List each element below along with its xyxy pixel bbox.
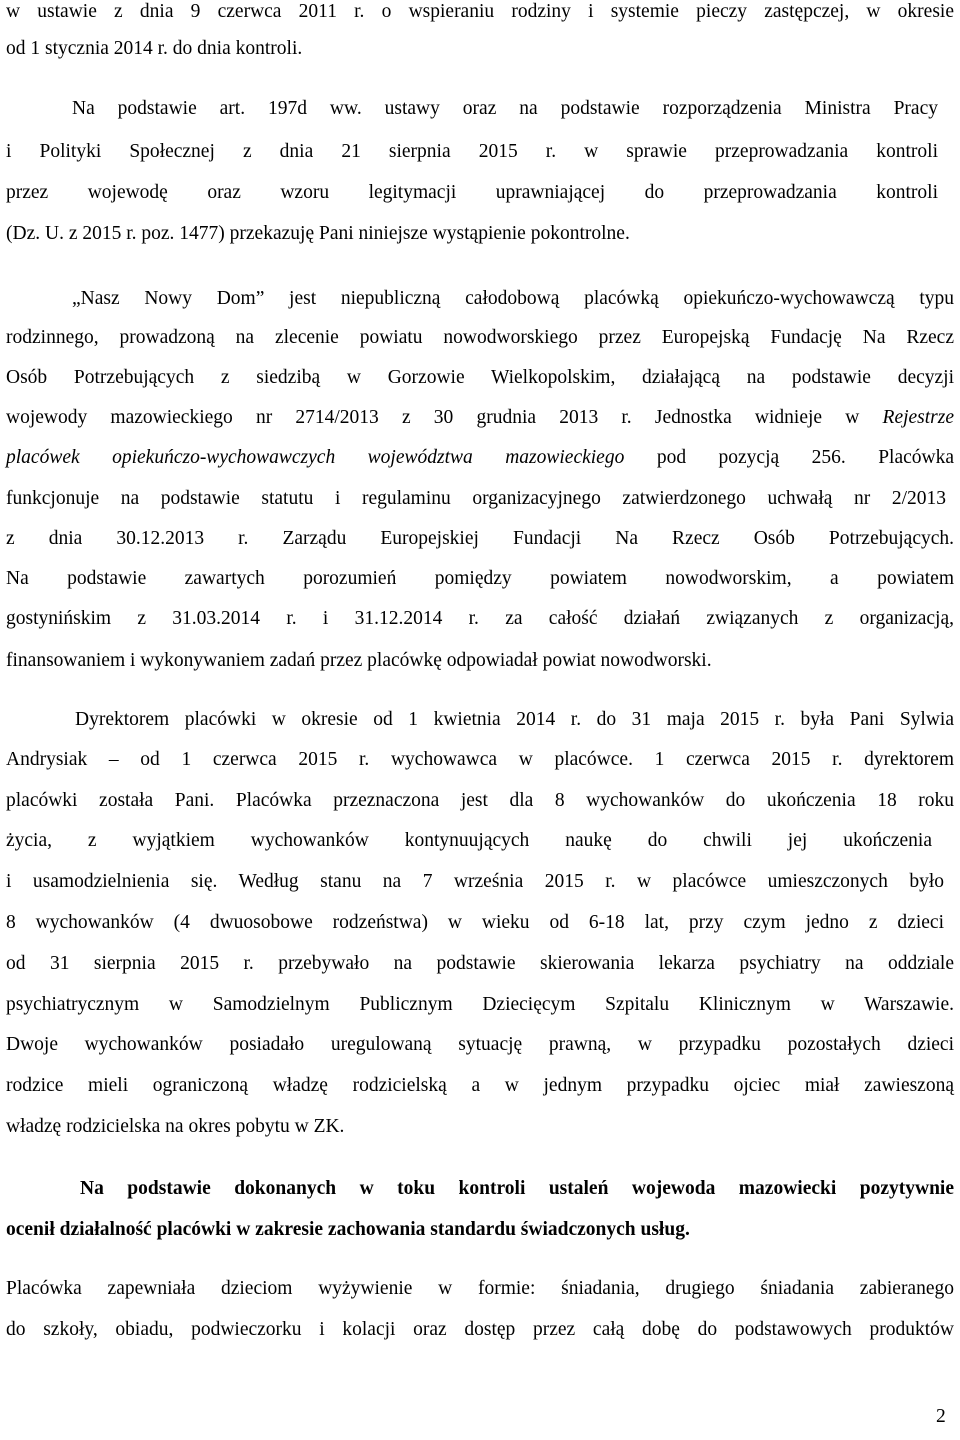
text-segment: pod pozycją 256. Placówka: [656, 447, 955, 468]
text-line: Osób Potrzebujących z siedzibą w Gorzowie Wielkopolskim, działającą na podstawie decyzji: [6, 367, 954, 388]
text-line: (Dz. U. z 2015 r. poz. 1477) przekazuję Pani niniejsze wystąpienie pokontrolne.: [6, 223, 630, 244]
text-line: od 1 stycznia 2014 r. do dnia kontroli.: [6, 38, 303, 59]
text-line: i Polityki Społecznej z dnia 21 sierpnia 2015 r. w sprawie przeprowadzania kontroli: [6, 141, 938, 162]
text-line: „Nasz Nowy Dom” jest niepubliczną całodobową placówką opiekuńczo-wychowawczą typu: [72, 288, 954, 309]
text-line: rodzice mieli ograniczoną władzę rodzicielską a w jednym przypadku ojciec miał zawieszoną: [6, 1075, 954, 1096]
text-line: gostynińskim z 31.03.2014 r. i 31.12.2014 r. za całość działań związanych z organizacją,: [6, 608, 954, 629]
text-line: 8 wychowanków (4 dwuosobowe rodzeństwa) w wieku od 6-18 lat, przy czym jedno z dzieci: [6, 912, 944, 933]
text-line: i usamodzielnienia się. Według stanu na 7 września 2015 r. w placówce umieszczonych było: [6, 871, 944, 892]
text-line: rodzinnego, prowadzoną na zlecenie powiatu nowodworskiego przez Europejską Fundację Na Rzecz: [6, 327, 954, 348]
text-line: od 31 sierpnia 2015 r. przebywało na podstawie skierowania lekarza psychiatry na oddziale: [6, 953, 954, 974]
text-line: [6, 406, 954, 430]
text-segment: wojewody mazowieckiego nr 2714/2013 z 30 grudnia 2013 r. Jednostka widnieje w: [6, 407, 860, 428]
text-line: Na podstawie art. 197d ww. ustawy oraz na podstawie rozporządzenia Ministra Pracy: [72, 98, 938, 119]
text-line: z dnia 30.12.2013 r. Zarządu Europejskiej Fundacji Na Rzecz Osób Potrzebujących.: [6, 528, 954, 549]
bold-text-line: ocenił działalność placówki w zakresie zachowania standardu świadczonych usług.: [6, 1219, 690, 1240]
text-line: psychiatrycznym w Samodzielnym Publicznym Dziecięcym Szpitalu Klinicznym w Warszawie.: [6, 994, 954, 1015]
text-line: Na podstawie zawartych porozumień pomiędzy powiatem nowodworskim, a powiatem: [6, 568, 954, 589]
text-line: w ustawie z dnia 9 czerwca 2011 r. o wspieraniu rodziny i systemie pieczy zastępczej, w okresie: [6, 1, 954, 22]
italic-segment: Rejestrze: [882, 407, 955, 428]
text-line: [6, 446, 954, 470]
bold-text-line: Na podstawie dokonanych w toku kontroli ustaleń wojewoda mazowiecki pozytywnie: [80, 1178, 954, 1199]
text-line: Dyrektorem placówki w okresie od 1 kwietnia 2014 r. do 31 maja 2015 r. była Pani Sylwia: [75, 709, 954, 730]
text-line: Dwoje wychowanków posiadało uregulowaną sytuację prawną, w przypadku pozostałych dzieci: [6, 1034, 954, 1055]
text-line: życia, z wyjątkiem wychowanków kontynuujących naukę do chwili jej ukończenia: [6, 830, 932, 851]
italic-segment: placówek opiekuńczo-wychowawczych województwa mazowieckiego: [6, 447, 625, 468]
page-number: 2: [936, 1406, 946, 1427]
text-line: Andrysiak – od 1 czerwca 2015 r. wychowawca w placówce. 1 czerwca 2015 r. dyrektorem: [6, 749, 954, 770]
text-line: placówki została Pani. Placówka przeznaczona jest dla 8 wychowanków do ukończenia 18 roku: [6, 790, 954, 811]
text-line: władzę rodzicielska na okres pobytu w ZK.: [6, 1116, 345, 1137]
text-line: funkcjonuje na podstawie statutu i regulaminu organizacyjnego zatwierdzonego uchwałą nr 2/2013: [6, 488, 946, 509]
text-line: do szkoły, obiadu, podwieczorku i kolacji oraz dostęp przez całą dobę do podstawowych produktów: [6, 1319, 954, 1340]
text-line: przez wojewodę oraz wzoru legitymacji uprawniającej do przeprowadzania kontroli: [6, 182, 938, 203]
text-line: Placówka zapewniała dzieciom wyżywienie w formie: śniadania, drugiego śniadania zabieranego: [6, 1278, 954, 1299]
text-line: finansowaniem i wykonywaniem zadań przez placówkę odpowiadał powiat nowodworski.: [6, 650, 712, 671]
